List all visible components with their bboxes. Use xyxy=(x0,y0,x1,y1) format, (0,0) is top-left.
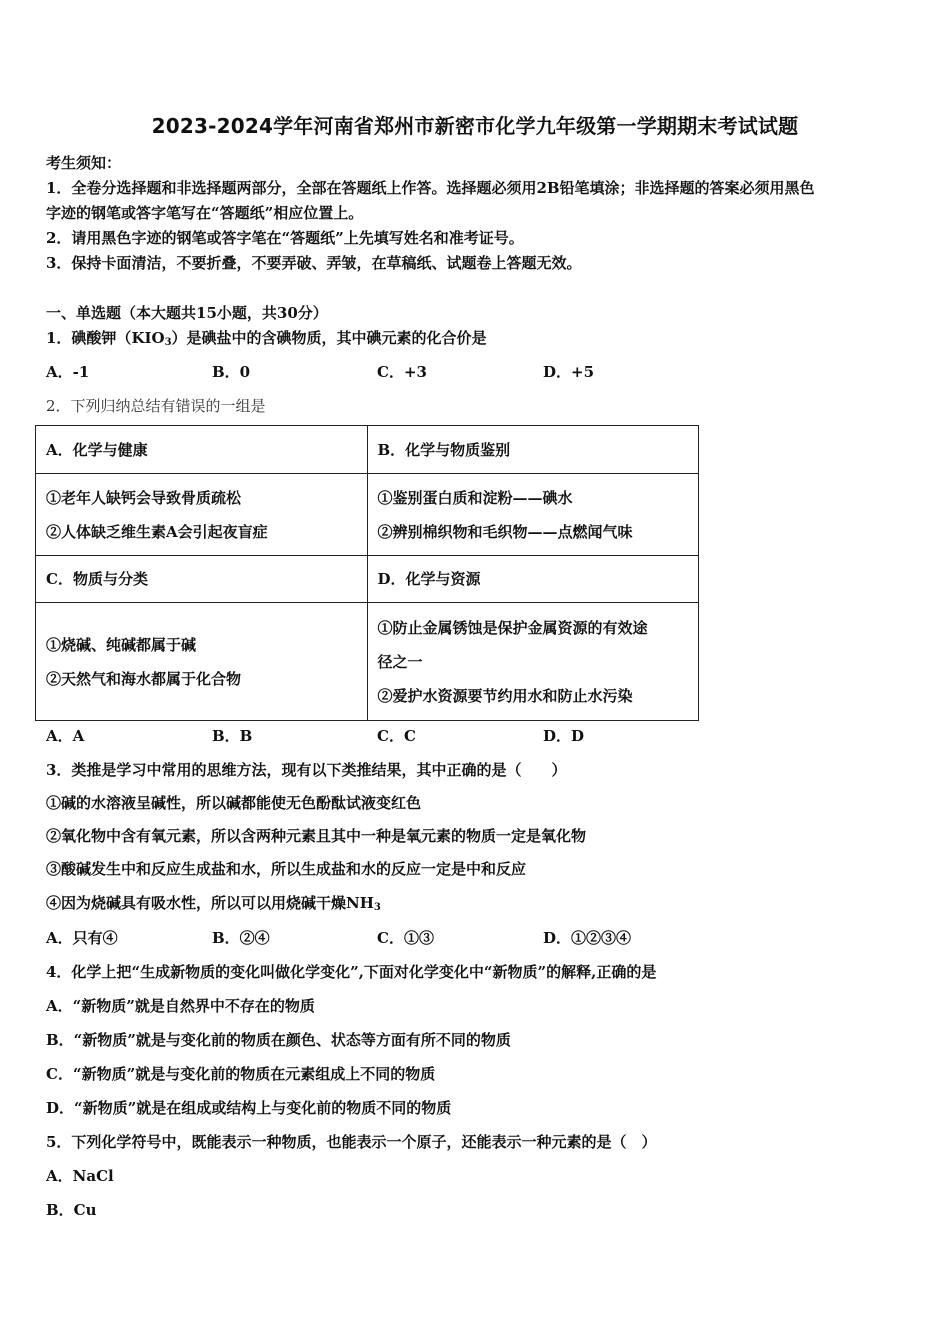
page-title: 2023-2024学年河南省郑州市新密市化学九年级第一学期期末考试试题 xyxy=(151,114,799,138)
q3-option-d[interactable]: D．①②③④ xyxy=(543,929,632,947)
q4-option-b[interactable]: B．“新物质”就是与变化前的物质在颜色、状态等方面有所不同的物质 xyxy=(46,1031,511,1049)
q4-option-d[interactable]: D．“新物质”就是在组成或结构上与变化前的物质不同的物质 xyxy=(46,1099,452,1117)
q4-stem: 4．化学上把“生成新物质的变化叫做化学变化”,下面对化学变化中“新物质”的解释,正确的是 xyxy=(46,963,657,981)
q1-option-a[interactable]: A．-1 xyxy=(46,363,90,381)
q3-statement-3: ③酸碱发生中和反应生成盐和水，所以生成盐和水的反应一定是中和反应 xyxy=(46,860,527,878)
notice-item-3: 3．保持卡面清洁，不要折叠，不要弄破、弄皱，在草稿纸、试题卷上答题无效。 xyxy=(46,254,582,272)
q2-option-b[interactable]: B．B xyxy=(212,727,253,745)
q2-cell-d-body: ①防止金属锈蚀是保护金属资源的有效途 径之一 ②爱护水资源要节约用水和防止水污染 xyxy=(367,603,699,721)
q1-option-d[interactable]: D．+5 xyxy=(543,363,595,381)
notice-item-2: 2．请用黑色字迹的钢笔或答字笔在“答题纸”上先填写姓名和准考证号。 xyxy=(46,229,524,247)
q2-table xyxy=(35,425,699,721)
q2-option-d[interactable]: D．D xyxy=(543,727,585,745)
q4-option-c[interactable]: C．“新物质”就是与变化前的物质在元素组成上不同的物质 xyxy=(46,1065,436,1083)
q3-stem: 3．类推是学习中常用的思维方法，现有以下类推结果，其中正确的是（ ） xyxy=(46,761,567,779)
q3-option-b[interactable]: B．②④ xyxy=(212,929,270,947)
q2-option-a[interactable]: A．A xyxy=(46,727,85,745)
q1-stem: 1．碘酸钾$(KIO_3)$是碘盐中的含碘物质，其中碘元素的化合价是 xyxy=(46,329,487,348)
q1-option-c[interactable]: C．+3 xyxy=(377,363,427,381)
q2-cell-c-head: C．物质与分类 xyxy=(36,556,368,603)
notice-item-1: 1．全卷分选择题和非选择题两部分，全部在答题纸上作答。选择题必须用2B铅笔填涂；非选择题的答案必须用黑色 xyxy=(46,179,815,197)
q5-option-b[interactable]: B．Cu xyxy=(46,1201,97,1219)
q3-option-a[interactable]: A．只有④ xyxy=(46,929,118,947)
q2-option-c[interactable]: C．C xyxy=(377,727,416,745)
q3-statement-4: ④因为烧碱具有吸水性，所以可以用烧碱干燥$NH_3$ xyxy=(46,894,381,913)
section-heading: 一、单选题（本大题共15小题，共30分） xyxy=(46,304,328,322)
notice-heading: 考生须知： xyxy=(46,154,122,172)
q5-stem: 5．下列化学符号中，既能表示一种物质，也能表示一个原子，还能表示一种元素的是（ ） xyxy=(46,1133,657,1151)
q2-stem: 2．下列归纳总结有错误的一组是 xyxy=(46,397,266,415)
q3-option-c[interactable]: C．①③ xyxy=(377,929,434,947)
q2-cell-a-body: ①老年人缺钙会导致骨质疏松 ②人体缺乏维生素A会引起夜盲症 xyxy=(36,474,368,556)
q1-option-b[interactable]: B．0 xyxy=(212,363,251,381)
q2-cell-c-body: ①烧碱、纯碱都属于碱 ②天然气和海水都属于化合物 xyxy=(36,603,368,721)
q3-statement-1: ①碱的水溶液呈碱性，所以碱都能使无色酚酞试液变红色 xyxy=(46,794,422,812)
q5-option-a[interactable]: A．NaCl xyxy=(46,1167,114,1185)
q3-statement-2: ②氧化物中含有氧元素，所以含两种元素且其中一种是氧元素的物质一定是氧化物 xyxy=(46,827,587,845)
q4-option-a[interactable]: A．“新物质”就是自然界中不存在的物质 xyxy=(46,997,315,1015)
q2-cell-a-head: A．化学与健康 xyxy=(36,426,368,474)
notice-item-1-cont: 字迹的钢笔或答字笔写在“答题纸”相应位置上。 xyxy=(46,204,364,222)
q2-cell-b-head: B．化学与物质鉴别 xyxy=(367,426,699,474)
q2-cell-b-body: ①鉴别蛋白质和淀粉——碘水 ②辨别棉织物和毛织物——点燃闻气味 xyxy=(367,474,699,556)
q2-cell-d-head: D．化学与资源 xyxy=(367,556,699,603)
